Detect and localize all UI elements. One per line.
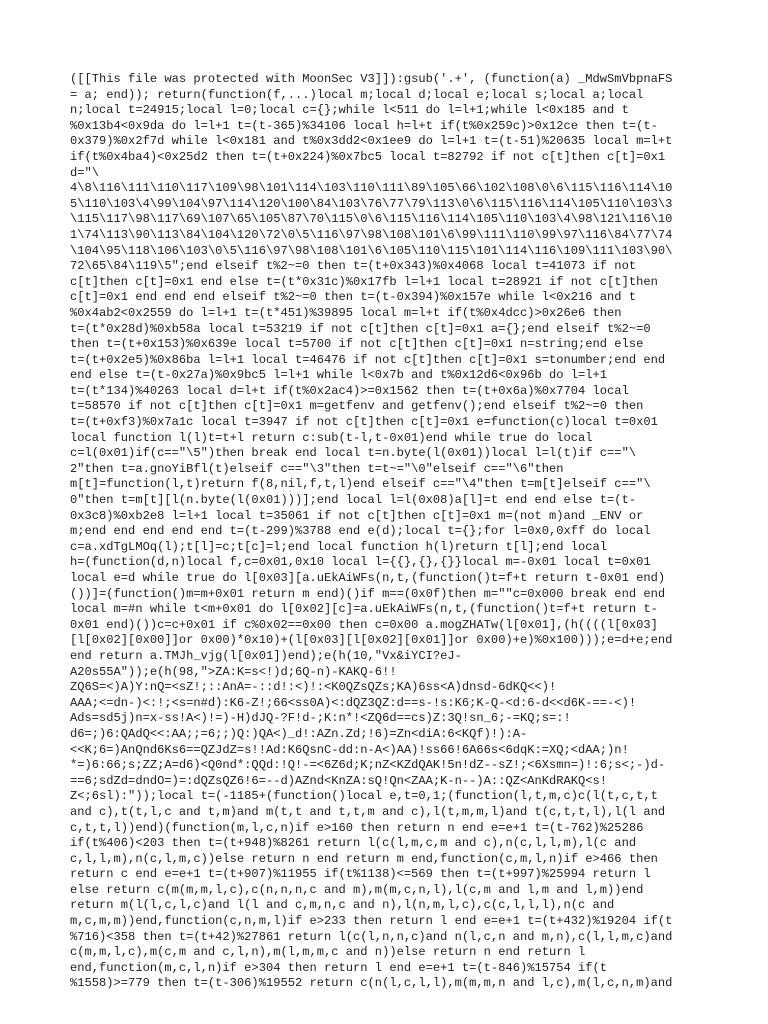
code-line: %0x13b4<0x9da do l=l+1 t=(t-365)%34106 local h=l+t if(t%0x259c)>0x12ce then t=(t- <box>70 118 658 133</box>
code-line: <<K;6=)AnQnd6Ks6==QZJdZ=s!!Ad:K6QsnC-dd:n-A<)AA)!ss66!6A66s<6dqK:=XQ;<dAA;)n! <box>70 742 629 757</box>
code-line: \115\117\98\117\69\107\65\105\87\70\115\0\6\115\116\114\105\110\103\4\98\121\116\10 <box>70 212 673 227</box>
code-line: then t=(t+0x153)%0x639e local t=5700 if not c[t]then c[t]=0x1 n=string;end else <box>70 337 644 352</box>
code-line: h=(function(d,n)local f,c=0x01,0x10 local l={{},{},{}}local m=-0x01 local t=0x01 <box>70 555 651 570</box>
code-line: else return c(m(m,m,l,c),c(n,n,n,c and m),m(m,c,n,l),l(c,m and l,m and l,m))end <box>70 882 644 897</box>
code-line: 0x379)%0x2f7d while l<0x181 and t%0x3dd2<0x1ee9 do l=l+1 t=(t-51)%20635 local m=l+t <box>70 134 673 149</box>
code-line: end return a.TMJh_vjg(l[0x01])end);e(h(10,"Vx&iYCI?eJ- <box>70 648 462 663</box>
code-line: 4\8\116\111\110\117\109\98\101\114\103\110\111\89\105\66\102\108\0\6\115\116\114\10 <box>70 181 673 196</box>
code-line: c=a.xdTgLMOq(l);t[l]=c;t[c]=l;end local function h(l)return t[l];end local <box>70 539 608 554</box>
code-line: c,t,t,l))end)(function(m,l,c,n)if e>160 then return n end e=e+1 t=(t-762)%25286 <box>70 820 644 835</box>
code-line: 0x01 end)())c=c+0x01 if c%0x02==0x00 then c=0x00 a.mogZHATw(l[0x01],(h((((l[0x03] <box>70 617 658 632</box>
code-line: end,function(m,c,l,n)if e>304 then return l end e=e+1 t=(t-846)%15754 if(t <box>70 960 608 975</box>
code-line: t=(t*134)%40263 local d=l+t if(t%0x2ac4)>=0x1562 then t=(t+0x6a)%0x7704 local <box>70 383 629 398</box>
code-line: t=(t+0x2e5)%0x86ba l=l+1 local t=46476 if not c[t]then c[t]=0x1 s=tonumber;end end <box>70 352 666 367</box>
code-line: m[t]=function(l,t)return f(8,nil,f,t,l)end elseif c=="\4"then t=m[t]elseif c=="\ <box>70 477 651 492</box>
code-line: A20s55A"));e(h(98,">ZA:K=s<!)d;6Q-n)-KAKQ-6!! <box>70 664 397 679</box>
code-text-block <box>70 72 706 992</box>
code-line: m;end end end end end t=(t-299)%3788 end e(d);local t={};for l=0x0,0xff do local <box>70 524 651 539</box>
code-line: c[t]then c[t]=0x1 end else t=(t*0x31c)%0x17fb l=l+1 local t=28921 if not c[t]then <box>70 274 658 289</box>
code-line: *=)6:66;s;ZZ;A=d6)<Q0nd*:QQd:!Q!-=<6Z6d;K;nZ<KZdQAK!5n!dZ--sZ!;<6Xsmn=)!:6;s<;-)d- <box>70 758 666 773</box>
code-line: t=(t*0x28d)%0xb58a local t=53219 if not c[t]then c[t]=0x1 a={};end elseif t%2~=0 <box>70 321 651 336</box>
code-line: if(t%0x4ba4)<0x25d2 then t=(t+0x224)%0x7bc5 local t=82792 if not c[t]then c[t]=0x1 <box>70 149 666 164</box>
code-line: local m=#n while t<m+0x01 do l[0x02][c]=a.uEkAiWFs(n,t,(function()t=f+t return t- <box>70 602 658 617</box>
code-line: d="\ <box>70 165 100 180</box>
code-line: d6=;)6:QAdQ<<:AA;;=6;;)Q:)QA<)_d!:AZn.Zd;!6)=Zn<diA:6<KQf)!):A- <box>70 726 528 741</box>
code-line: 1\74\113\90\113\84\104\120\72\0\5\116\97\98\108\101\6\99\111\110\99\97\116\84\77\74 <box>70 227 673 242</box>
code-line: [l[0x02][0x00]]or 0x00)*0x10)+(l[0x03][l[0x02][0x01]]or 0x00)+e)%0x100)));e=d+e;end <box>70 633 673 648</box>
code-line: and c),t(t,l,c and t,m)and m(t,t and t,t,m and c),l(t,m,m,l)and t(c,t,t,l),l(l and <box>70 804 666 819</box>
code-line: 0"then t=m[t][l(n.byte(l(0x01)))];end local l=l(0x08)a[l]=t end end else t=(t- <box>70 493 637 508</box>
code-line: c=l(0x01)if(c=="\5")then break end local t=n.byte(l(0x01))local l=l(t)if c=="\ <box>70 446 637 461</box>
code-line: 5\110\103\4\99\104\97\114\120\100\84\103\76\77\79\113\0\6\115\116\114\105\110\103\3 <box>70 196 673 211</box>
code-line: 72\65\84\119\5";end elseif t%2~=0 then t=(t+0x343)%0x4068 local t=41073 if not <box>70 259 637 274</box>
code-line: t=(t+0xf3)%0x7a1c local t=3947 if not c[t]then c[t]=0x1 e=function(c)local t=0x01 <box>70 415 658 430</box>
code-line: if(t%406)<203 then t=(t+948)%8261 return l(c(l,m,c,m and c),n(c,l,l,m),l(c and <box>70 836 637 851</box>
code-line: %0x4ab2<0x2559 do l=l+1 t=(t*451)%39895 local m=l+t if(t%0x4dcc)>0x26e6 then <box>70 305 622 320</box>
code-line: %716)<358 then t=(t+42)%27861 return l(c(l,n,n,c)and n(l,c,n and m,n),c(l,l,m,c)and <box>70 929 673 944</box>
code-line: return m(l(l,c,l,c)and l(l and c,m,n,c and n),l(n,m,l,c),c(c,l,l,l),n(c and <box>70 898 615 913</box>
code-line: local function l(l)t=t+l return c:sub(t-l,t-0x01)end while true do local <box>70 430 593 445</box>
code-line: c(m,m,l,c),m(c,m and c,l,n),m(l,m,m,c and n))else return n end return l <box>70 945 586 960</box>
code-line: Ads=sd5j)n=x-ss!A<)!=)-H)dJQ-?F!d-;K:n*!<ZQ6d==cs)Z:3Q!sn_6;-=KQ;s=:! <box>70 711 571 726</box>
code-line: local e=d while true do l[0x03][a.uEkAiWFs(n,t,(function()t=f+t return t-0x01 end) <box>70 571 666 585</box>
code-line: = a; end)); return(function(f,...)local m;local d;local e;local s;local a;local <box>70 87 644 102</box>
code-line: ==6;sdZd=dndO=)=:dQZsQZ6!6=--d)AZnd<KnZA:sQ!Qn<ZAA;K-n--)A::QZ<AnKdRAKQ<s! <box>70 773 608 788</box>
code-line: ())]=(function()m=m+0x01 return m end)()if m==(0x0f)then m=""c=0x000 break end end <box>70 586 666 601</box>
code-line: 2"then t=a.gnoYiBfl(t)elseif c=="\3"then t=t~="\0"elseif c=="\6"then <box>70 461 564 476</box>
code-line: 0x3c8)%0xb2e8 l=l+1 local t=35061 if not c[t]then c[t]=0x1 m=(not m)and _ENV or <box>70 508 644 523</box>
code-line: c,l,l,m),n(c,l,m,c))else return n end return m end,function(c,m,l,n)if e>466 then <box>70 851 658 866</box>
code-line: ([[This file was protected with MoonSec V3]]):gsub('.+', (function(a) _MdwSmVbpnaFS <box>70 72 673 86</box>
code-line: end else t=(t-0x27a)%0x9bc5 l=l+1 while l<0x7b and t%0x12d6<0x96b do l=l+1 <box>70 368 608 383</box>
code-line: AAA;<=dn-)<:!;<s=n#d):K6-Z!;66<ss0A)<:dQZ3QZ:d==s-!s:K6;K-Q-<d:6-d<<d6K-==-<)! <box>70 695 637 710</box>
code-line: Z<;6sl):"));local t=(-1185+(function()local e,t=0,1;(function(l,t,m,c)c(l(t,c,t,t <box>70 789 658 804</box>
code-line: ZQ6S=<)A)Y:nQ=<sZ!;::AnA=-::d!:<)!:<K0QZsQZs;KA)6ss<A)dnsd-6dKQ<<)! <box>70 680 557 695</box>
code-line: %1558)>=779 then t=(t-306)%19552 return c(n(l,c,l,l),m(m,m,n and l,c),m(l,c,n,m)and <box>70 976 673 991</box>
code-line: \104\95\118\106\103\0\5\116\97\98\108\101\6\105\110\115\101\114\116\109\111\103\90\ <box>70 243 673 258</box>
code-line: n;local t=24915;local l=0;local c={};while l<511 do l=l+1;while l<0x185 and t <box>70 103 629 118</box>
code-line: t=58570 if not c[t]then c[t]=0x1 m=getfenv and getfenv();end elseif t%2~=0 then <box>70 399 644 414</box>
code-line: m,c,m,m))end,function(c,n,m,l)if e>233 then return l end e=e+1 t=(t+432)%19204 if(t <box>70 914 673 929</box>
code-line: return c end e=e+1 t=(t+907)%11955 if(t%1138)<=569 then t=(t+997)%25994 return l <box>70 867 651 882</box>
code-line: c[t]=0x1 end end end elseif t%2~=0 then t=(t-0x394)%0x157e while l<0x216 and t <box>70 290 637 305</box>
